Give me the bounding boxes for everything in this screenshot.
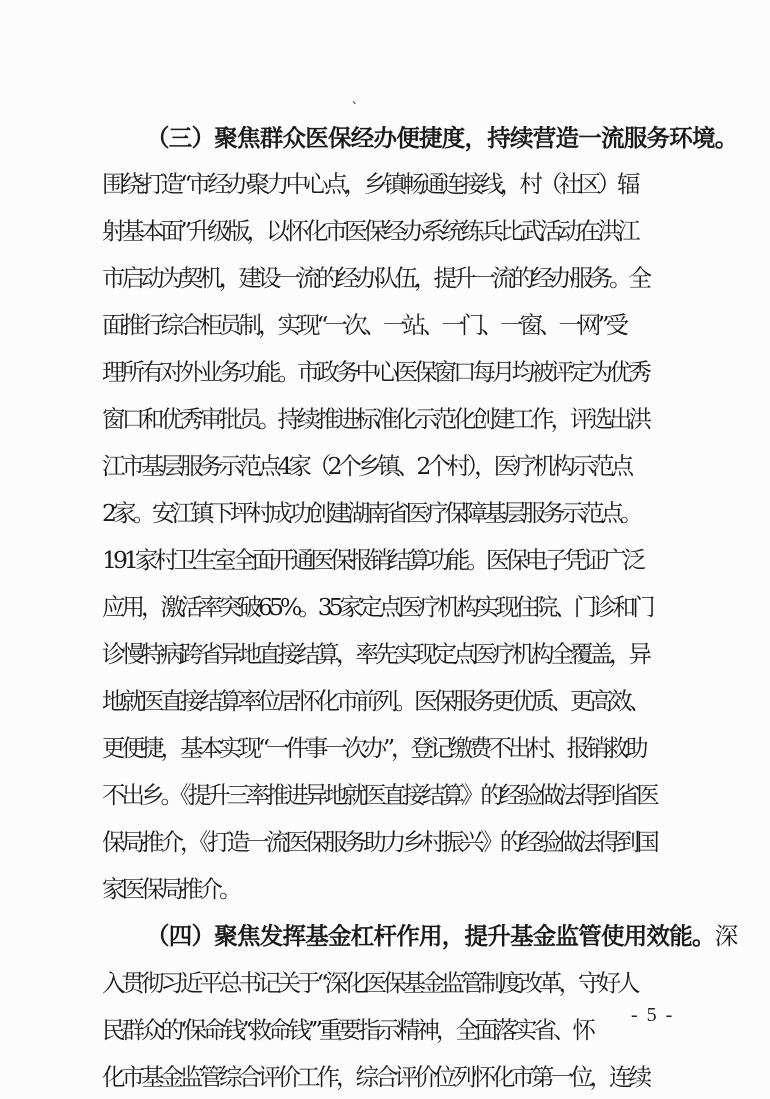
line-text: 保局推介，《打造一流医保服务助力乡村振兴》的经验做法得到国	[102, 828, 656, 856]
paragraph-line	[102, 822, 740, 862]
stray-mark: 、	[352, 92, 365, 106]
line-text: 民群众的‘保命钱’‘救命钱’”重要指示精神，全面落实省、怀	[102, 1016, 592, 1044]
line-text: 2家。安江镇下坪村成功创建湖南省医疗保障基层服务示范点。	[102, 499, 640, 527]
heading-tail: 深	[714, 922, 738, 950]
line-text: 更便捷，基本实现“一件事一次办”，登记缴费不出村、报销救助	[102, 734, 645, 762]
line-text: 诊慢特病跨省异地直接结算，率先实现定点医疗机构全覆盖，异	[102, 640, 648, 668]
line-text: 191家村卫生室全面开通医保报销结算功能。医保电子凭证广泛	[102, 546, 642, 574]
heading-section-3	[146, 118, 740, 158]
paragraph-line	[102, 164, 740, 204]
paragraph-line	[102, 634, 740, 674]
paragraph-line	[102, 540, 740, 580]
paragraph-line	[102, 1057, 740, 1097]
line-text: 市启动为契机，建设一流的经办队伍，提升一流的经办服务。全	[102, 264, 648, 292]
paragraph-line	[102, 258, 740, 298]
paragraph-line	[102, 211, 740, 251]
paragraph-line	[102, 869, 740, 909]
line-text: 窗口和优秀审批员。持续推进标准化示范化创建工作，评选出洪	[102, 405, 648, 433]
heading-section-4	[146, 916, 740, 956]
line-text: 应用，激活率突破65%。35家定点医疗机构实现住院、门诊和门	[102, 593, 652, 621]
heading-text: （三）聚焦群众医保经办便捷度，持续营造一流服务环境。	[146, 124, 738, 152]
paragraph-line	[102, 775, 740, 815]
line-text: 围绕打造“市经办聚力中心点，乡镇畅通连接线，村（社区）辐	[102, 170, 637, 198]
heading-text: （四）聚焦发挥基金杠杆作用，提升基金监管使用效能。	[146, 922, 715, 950]
line-text: 不出乡。《提升三率推进异地就医直接结算》的经验做法得到省医	[102, 781, 656, 809]
paragraph-line	[102, 963, 740, 1003]
paragraph-line	[102, 305, 740, 345]
paragraph-line	[102, 587, 740, 627]
page-number: - 5 -	[631, 1004, 675, 1026]
paragraph-line	[102, 399, 740, 439]
paragraph-line	[102, 493, 740, 533]
line-text: 入贯彻习近平总书记关于“深化医保基金监管制度改革，守好人	[102, 969, 637, 997]
line-text: 射基本面”升级版，以怀化市医保经办系统练兵比武活动在洪江	[102, 217, 637, 245]
line-text: 家医保局推介。	[102, 875, 239, 903]
line-text: 江市基层服务示范点4家（2个乡镇、2个村），医疗机构示范点	[102, 452, 631, 480]
paragraph-line	[102, 446, 740, 486]
line-text: 面推行综合柜员制，实现“一次、一站、一门、一窗、一网”受	[102, 311, 626, 339]
paragraph-line	[102, 352, 740, 392]
line-text: 化市基金监管综合评价工作，综合评价位列怀化市第一位，连续	[102, 1063, 648, 1091]
paragraph-line	[102, 728, 740, 768]
line-text: 地就医直接结算率位居怀化市前列。医保服务更优质、更高效、	[102, 687, 648, 715]
paragraph-line	[102, 681, 740, 721]
line-text: 理所有对外业务功能。市政务中心医保窗口每月均被评定为优秀	[102, 358, 648, 386]
